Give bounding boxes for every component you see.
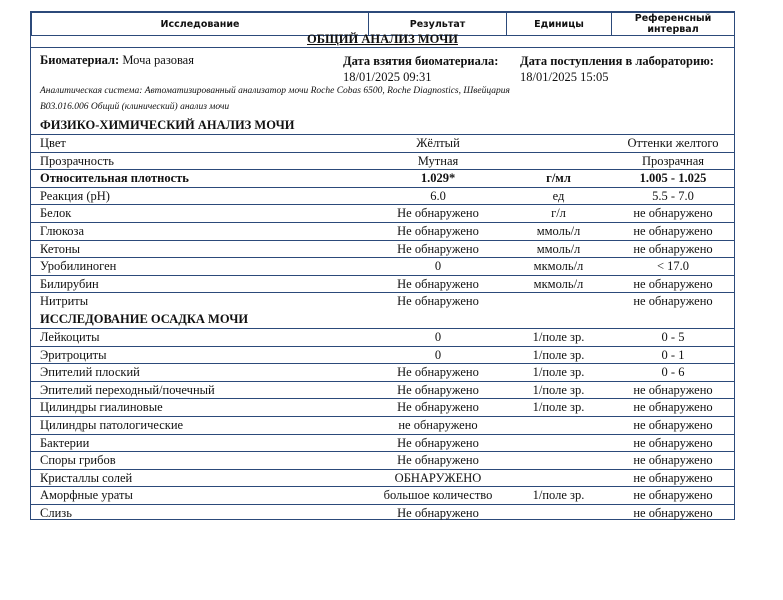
- test-unit: 1/поле зр.: [532, 488, 585, 503]
- test-result: 0: [434, 347, 442, 362]
- test-reference: Прозрачная: [641, 153, 705, 168]
- test-unit: ммоль/л: [536, 241, 581, 256]
- test-result: Не обнаружено: [397, 453, 479, 468]
- test-result: Жёлтый: [416, 136, 460, 150]
- divider: [31, 47, 734, 48]
- test-name: Лейкоциты: [40, 330, 100, 344]
- test-name: Прозрачность: [40, 153, 115, 168]
- test-reference: не обнаружено: [633, 382, 713, 397]
- test-result: ОБНАРУЖЕНО: [394, 470, 482, 485]
- test-result: Мутная: [417, 153, 459, 168]
- test-name: Реакция (pH): [40, 188, 110, 203]
- test-name: Глюкоза: [40, 224, 85, 238]
- test-unit: 1/поле зр.: [532, 330, 585, 344]
- test-unit: 1/поле зр.: [532, 365, 585, 380]
- table-row: [31, 486, 734, 504]
- test-result: Не обнаружено: [397, 294, 479, 309]
- test-name: Нитриты: [40, 294, 89, 309]
- table-row: [31, 398, 734, 416]
- table-row: [31, 451, 734, 469]
- test-reference: не обнаружено: [633, 206, 713, 221]
- sample-date: [343, 53, 498, 85]
- test-name: Эпителий плоский: [40, 365, 140, 380]
- test-name: Кристаллы солей: [40, 470, 133, 485]
- report-title: ОБЩИЙ АНАЛИЗ МОЧИ: [307, 32, 458, 46]
- table-row: [31, 240, 734, 258]
- test-reference: 0 - 6: [661, 365, 685, 380]
- test-name: Уробилиноген: [40, 259, 117, 274]
- test-reference: не обнаружено: [633, 418, 713, 432]
- test-reference: не обнаружено: [633, 276, 713, 291]
- test-name: Цилиндры гиалиновые: [40, 400, 163, 415]
- receipt-date-value: 18/01/2025 15:05: [520, 70, 609, 84]
- test-result: большое количество: [383, 488, 493, 503]
- test-reference: не обнаружено: [633, 506, 713, 520]
- test-name: Билирубин: [40, 276, 99, 291]
- test-unit: мкмоль/л: [533, 259, 584, 274]
- section-physchem-title: ФИЗИКО-ХИМИЧЕСКИЙ АНАЛИЗ МОЧИ: [40, 118, 295, 132]
- table-row: [31, 469, 734, 487]
- sample-date-label: Дата взятия биоматериала:: [343, 54, 499, 68]
- test-name: Цвет: [40, 136, 66, 150]
- biomaterial-value: Моча разовая: [122, 53, 194, 67]
- table-row: [31, 169, 734, 187]
- test-name: Эпителий переходный/почечный: [40, 382, 215, 397]
- test-unit: 1/поле зр.: [532, 347, 585, 362]
- header-result: Результат: [369, 13, 507, 36]
- header-reference: Референсный интервал: [612, 13, 735, 36]
- test-result: Не обнаружено: [397, 382, 479, 397]
- test-reference: не обнаружено: [633, 400, 713, 415]
- test-result: 6.0: [430, 188, 446, 203]
- test-reference: Оттенки желтого: [627, 136, 719, 150]
- test-reference: не обнаружено: [633, 224, 713, 238]
- table-row: [31, 257, 734, 275]
- test-unit: 1/поле зр.: [532, 400, 585, 415]
- test-name: Кетоны: [40, 241, 81, 256]
- header-test: Исследование: [32, 13, 369, 36]
- test-result: Не обнаружено: [397, 241, 479, 256]
- section-sediment-title: ИССЛЕДОВАНИЕ ОСАДКА МОЧИ: [40, 312, 249, 326]
- test-unit: ед: [552, 188, 565, 203]
- test-name: Споры грибов: [40, 453, 116, 468]
- test-unit: ммоль/л: [536, 224, 581, 238]
- table-row: [31, 275, 734, 293]
- test-result: 0: [434, 259, 442, 274]
- test-result: Не обнаружено: [397, 365, 479, 380]
- receipt-date: [520, 53, 714, 85]
- test-result: Не обнаружено: [397, 206, 479, 221]
- test-name: Цилиндры патологические: [40, 418, 184, 432]
- header-units: Единицы: [507, 13, 612, 36]
- table-row: [31, 204, 734, 222]
- test-name: Слизь: [40, 506, 72, 520]
- biomaterial-label: Биоматериал:: [40, 53, 120, 67]
- table-row: [31, 187, 734, 205]
- test-reference: не обнаружено: [633, 294, 713, 309]
- test-reference: не обнаружено: [633, 470, 713, 485]
- test-name: Аморфные ураты: [40, 488, 133, 503]
- test-result: Не обнаружено: [397, 276, 479, 291]
- test-unit: 1/поле зр.: [532, 382, 585, 397]
- test-reference: не обнаружено: [633, 241, 713, 256]
- sample-date-value: 18/01/2025 09:31: [343, 70, 432, 84]
- test-reference: не обнаружено: [633, 488, 713, 503]
- lab-report: [30, 11, 735, 520]
- table-row: [31, 292, 734, 310]
- system-note: Аналитическая система: Автоматизированный анализатор мочи Roche Cobas 6500, Roche Diagnostics, Швейцария: [40, 86, 510, 96]
- table-row: [31, 416, 734, 434]
- test-result: Не обнаружено: [397, 435, 479, 450]
- test-name: Относительная плотность: [40, 171, 189, 186]
- test-result: Не обнаружено: [397, 224, 479, 238]
- biomaterial: [40, 53, 194, 68]
- test-unit: мкмоль/л: [533, 276, 584, 291]
- test-reference: не обнаружено: [633, 453, 713, 468]
- test-result: 0: [434, 330, 442, 344]
- table-row: [31, 434, 734, 452]
- test-name: Белок: [40, 206, 72, 221]
- test-unit: г/л: [551, 206, 566, 221]
- test-result: Не обнаружено: [397, 506, 479, 520]
- test-reference: 1.005 - 1.025: [639, 171, 707, 186]
- table-row: [31, 152, 734, 170]
- table-row: [31, 363, 734, 381]
- test-result: не обнаружено: [398, 418, 478, 432]
- service-note: B03.016.006 Общий (клинический) анализ мочи: [40, 102, 230, 112]
- test-reference: 0 - 5: [661, 330, 685, 344]
- table-row: [31, 381, 734, 399]
- table-row: [31, 346, 734, 364]
- test-reference: 0 - 1: [661, 347, 685, 362]
- table-row: [31, 134, 734, 152]
- table-row: [31, 504, 734, 522]
- test-reference: < 17.0: [656, 259, 690, 274]
- table-row: [31, 222, 734, 240]
- test-unit: г/мл: [546, 171, 571, 186]
- test-reference: 5.5 - 7.0: [652, 188, 694, 203]
- receipt-date-label: Дата поступления в лабораторию:: [520, 54, 714, 68]
- test-name: Бактерии: [40, 435, 90, 450]
- test-result: 1.029*: [420, 171, 456, 186]
- test-reference: не обнаружено: [633, 435, 713, 450]
- test-result: Не обнаружено: [397, 400, 479, 415]
- table-row: [31, 328, 734, 346]
- test-name: Эритроциты: [40, 347, 107, 362]
